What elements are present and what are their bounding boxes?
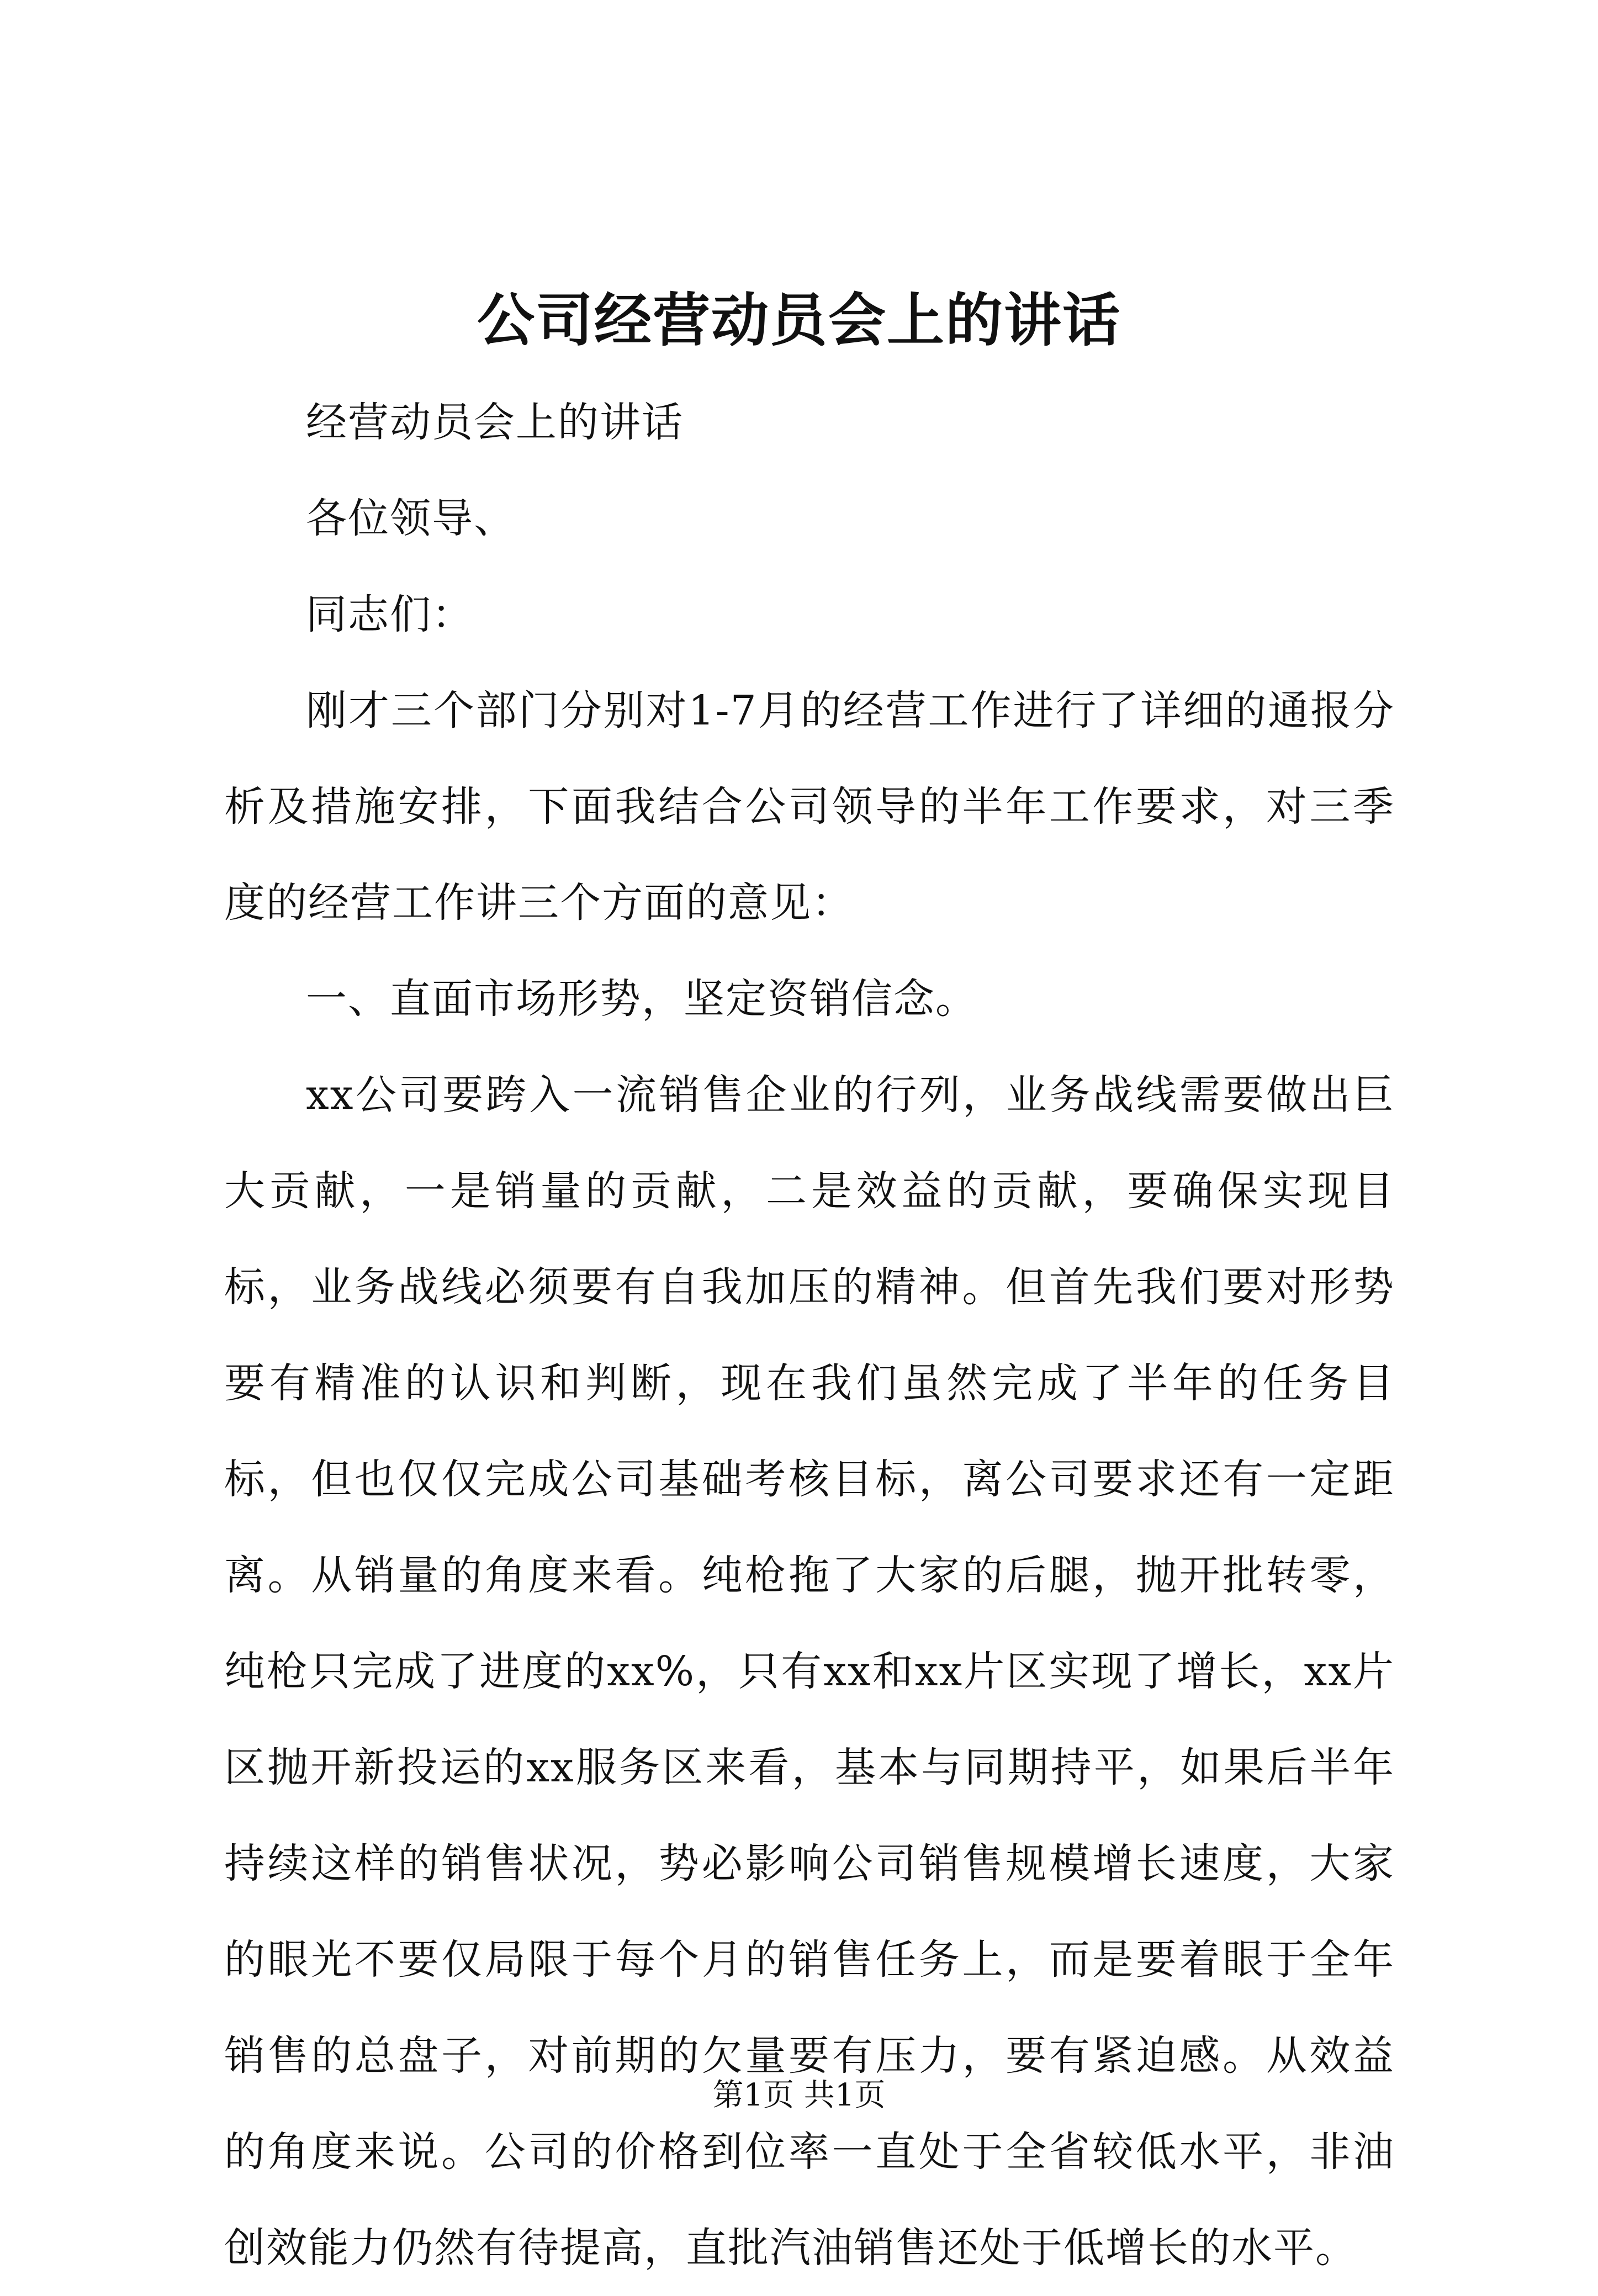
paragraph-salutation-comrades: 同志们： — [306, 591, 474, 638]
paragraph-section-heading: 一、直面市场形势，坚定资销信念。 — [306, 975, 977, 1023]
document-title: 公司经营动员会上的讲话 — [477, 286, 1121, 354]
paragraph-subtitle: 经营动员会上的讲话 — [306, 399, 684, 446]
paragraph-intro: 刚才三个部门分别对1-7月的经营工作进行了详细的通报分析及措施安排，下面我结合公司领导的半年工作要求，对三季度的经营工作讲三个方面的意见： — [224, 687, 1395, 927]
paragraph-main-body: xx公司要跨入一流销售企业的行列，业务战线需要做出巨大贡献，一是销量的贡献，二是效益的贡献，要确保实现目标，业务战线必须要有自我加压的精神。但首先我们要对形势要有精准的认识和判断，现在我们虽然完成了半年的任务目标，但也仅仅完成公司基础考核目标，离公司要求还有一定距离。从销量的角度来看。纯枪拖了大家的后腿，抛开批转零，纯枪只完成了进度的xx%，只有xx和xx片区实现了增长，xx片区抛开新投运的xx服务区来看，基本与同期持平，如果后半年持续这样的销售状况，势必影响公司销售规模增长速度，大家的眼光不要仅局限于每个月的销售任务上，而是要着眼于全年销售的总盘子，对前期的欠量要有压力，要有紧迫感。从效益的角度来说。公司的价格到位率一直处于全省较低水平，非油创效能力仍然有待提高，直批汽油销售还处于低增长的水平。 — [224, 1071, 1395, 2272]
paragraph-salutation-leaders: 各位领导、 — [306, 495, 516, 542]
document-body — [224, 374, 1395, 2296]
page-footer: 第1页 共1页 — [712, 2077, 886, 2113]
